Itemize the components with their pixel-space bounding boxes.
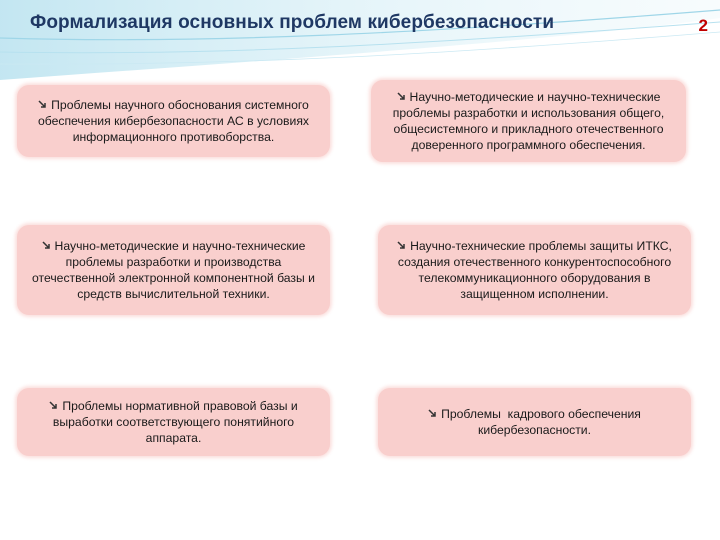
problem-box-6 bbox=[378, 388, 691, 456]
problem-box-5 bbox=[17, 388, 330, 456]
arrow-down-right-icon bbox=[42, 241, 52, 251]
arrow-down-right-icon bbox=[38, 100, 48, 110]
problem-text: Научно-методические и научно-технические проблемы разработки и производства отечественной электронной компонентной базы и средств вычислительной техники. bbox=[32, 239, 315, 301]
problem-box-4 bbox=[378, 225, 691, 315]
problem-text: Проблемы нормативной правовой базы и выработки соответствующего понятийного аппарата. bbox=[52, 399, 298, 445]
arrow-down-right-icon bbox=[397, 92, 407, 102]
slide-number: 2 bbox=[698, 16, 708, 35]
problem-box-1 bbox=[17, 85, 330, 157]
slide-title: Формализация основных проблем кибербезопасности bbox=[30, 12, 555, 33]
problem-box-2 bbox=[371, 80, 686, 162]
arrow-down-right-icon bbox=[428, 409, 438, 419]
arrow-down-right-icon bbox=[49, 401, 59, 411]
problem-box-3 bbox=[17, 225, 330, 315]
problem-text: Проблемы кадрового обеспечения кибербезопасности. bbox=[441, 407, 645, 437]
problem-text: Проблемы научного обоснования системного обеспечения кибербезопасности АС в условиях информационного противоборства. bbox=[37, 98, 310, 144]
problem-text: Научно-методические и научно-технические проблемы разработки и использования общего, общесистемного и прикладного отечественного доверенного программного обеспечения. bbox=[392, 90, 665, 152]
problem-text: Научно-технические проблемы защиты ИТКС, создания отечественного конкурентоспособного телекоммуникационного оборудования в защищенном исполнении. bbox=[397, 239, 672, 301]
arrow-down-right-icon bbox=[397, 241, 407, 251]
